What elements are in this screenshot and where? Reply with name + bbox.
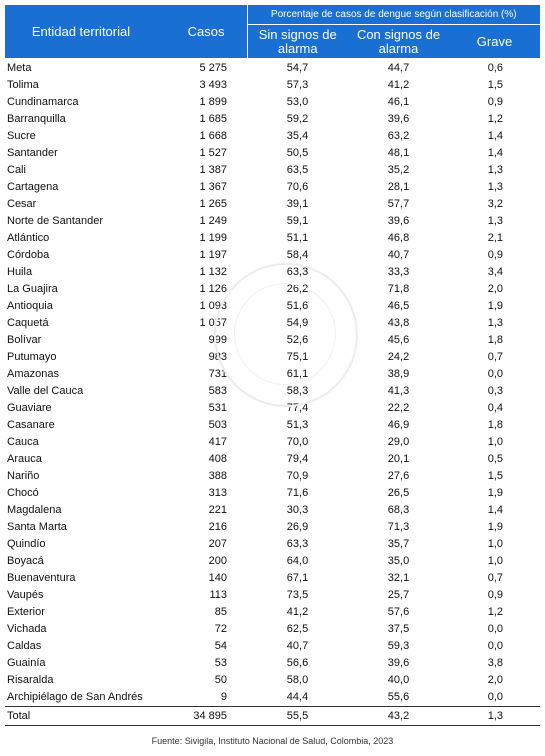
- table-row: [5, 638, 540, 655]
- row-without-warning: 39,1: [286, 198, 309, 210]
- row-cases: 1 057: [199, 317, 227, 329]
- row-severe: 1,3: [487, 164, 504, 176]
- row-with-warning: 46,8: [387, 232, 410, 244]
- row-cases: 50: [214, 674, 227, 686]
- row-without-warning: 35,4: [286, 130, 309, 142]
- total-with-warning: 43,2: [348, 707, 449, 726]
- row-with-warning: 44,7: [387, 62, 410, 74]
- row-with-warning: 38,9: [387, 368, 410, 380]
- row-with-warning: 24,2: [387, 351, 410, 363]
- table-row: [5, 485, 540, 502]
- row-cases: 1 132: [199, 266, 227, 278]
- row-with-warning: 46,9: [387, 419, 410, 431]
- row-entity: Vaupés: [7, 589, 44, 601]
- row-with-warning: 26,5: [387, 487, 410, 499]
- row-cases: 583: [208, 385, 227, 397]
- row-with-warning: 29,0: [387, 436, 410, 448]
- row-with-warning: 46,5: [387, 300, 410, 312]
- row-cases: 417: [208, 436, 227, 448]
- row-with-warning: 39,6: [387, 215, 410, 227]
- header-entity: Entidad territorial: [5, 5, 157, 58]
- row-cases: 216: [208, 521, 227, 533]
- header-without-warning-signs: Sin signos de alarma: [247, 25, 348, 59]
- row-without-warning: 67,1: [286, 572, 309, 584]
- row-with-warning: 35,0: [387, 555, 410, 567]
- row-entity: Boyacá: [7, 555, 44, 567]
- row-severe: 0,6: [487, 62, 504, 74]
- table-row: [5, 196, 540, 213]
- table-footer: [5, 707, 540, 726]
- table-body: [5, 58, 540, 707]
- row-without-warning: 73,5: [286, 589, 309, 601]
- row-without-warning: 63,3: [286, 538, 309, 550]
- row-entity: Vichada: [7, 623, 47, 635]
- row-severe: 1,8: [487, 419, 504, 431]
- row-severe: 3,2: [487, 198, 504, 210]
- table-row: [5, 332, 540, 349]
- row-with-warning: 25,7: [387, 589, 410, 601]
- row-cases: 85: [214, 606, 227, 618]
- row-with-warning: 48,1: [387, 147, 410, 159]
- table-row: [5, 519, 540, 536]
- row-severe: 2,1: [487, 232, 504, 244]
- row-severe: 1,5: [487, 79, 504, 91]
- header-with-warning-signs: Con signos de alarma: [348, 25, 449, 59]
- table-header: [5, 5, 540, 58]
- row-with-warning: 71,3: [387, 521, 410, 533]
- total-severe: 1,3: [449, 707, 540, 726]
- row-without-warning: 77,4: [286, 402, 309, 414]
- table-row: [5, 162, 540, 179]
- row-entity: Exterior: [7, 606, 45, 618]
- row-with-warning: 35,2: [387, 164, 410, 176]
- row-entity: Santa Marta: [7, 521, 67, 533]
- row-with-warning: 32,1: [387, 572, 410, 584]
- total-row: [5, 707, 540, 726]
- row-with-warning: 68,3: [387, 504, 410, 516]
- table-row: [5, 621, 540, 638]
- row-entity: Archipiélago de San Andrés: [7, 691, 143, 703]
- row-severe: 0,7: [487, 351, 504, 363]
- row-without-warning: 61,1: [286, 368, 309, 380]
- row-severe: 2,0: [487, 674, 504, 686]
- row-without-warning: 62,5: [286, 623, 309, 635]
- row-severe: 1,3: [487, 317, 504, 329]
- row-entity: Meta: [7, 62, 32, 74]
- total-without-warning: 55,5: [247, 707, 348, 726]
- total-label: Total: [5, 707, 157, 726]
- row-entity: Cundinamarca: [7, 96, 79, 108]
- row-with-warning: 40,0: [387, 674, 410, 686]
- row-severe: 1,4: [487, 130, 504, 142]
- row-entity: Sucre: [7, 130, 36, 142]
- row-without-warning: 53,0: [286, 96, 309, 108]
- row-cases: 200: [208, 555, 227, 567]
- table-row: [5, 502, 540, 519]
- dengue-table-container: [5, 5, 540, 726]
- table-row: [5, 570, 540, 587]
- table-row: [5, 383, 540, 400]
- row-entity: Bolívar: [7, 334, 42, 346]
- row-with-warning: 41,3: [387, 385, 410, 397]
- table-row: [5, 315, 540, 332]
- row-without-warning: 26,2: [286, 283, 309, 295]
- row-entity: Barranquilla: [7, 113, 66, 125]
- row-cases: 388: [208, 470, 227, 482]
- row-entity: Guainía: [7, 657, 46, 669]
- row-entity: Magdalena: [7, 504, 62, 516]
- row-with-warning: 35,7: [387, 538, 410, 550]
- row-entity: Valle del Cauca: [7, 385, 84, 397]
- row-severe: 0,0: [487, 623, 504, 635]
- row-cases: 1 126: [199, 283, 227, 295]
- row-severe: 1,0: [487, 555, 504, 567]
- row-without-warning: 54,9: [286, 317, 309, 329]
- row-without-warning: 44,4: [286, 691, 309, 703]
- row-severe: 1,9: [487, 521, 504, 533]
- table-row: [5, 689, 540, 707]
- row-without-warning: 51,1: [286, 232, 309, 244]
- row-without-warning: 63,5: [286, 164, 309, 176]
- row-cases: 1 527: [199, 147, 227, 159]
- row-without-warning: 30,3: [286, 504, 309, 516]
- total-cases: 34 895: [157, 707, 247, 726]
- row-with-warning: 33,3: [387, 266, 410, 278]
- row-with-warning: 39,6: [387, 657, 410, 669]
- row-cases: 1 387: [199, 164, 227, 176]
- row-with-warning: 39,6: [387, 113, 410, 125]
- row-cases: 1 197: [199, 249, 227, 261]
- row-entity: Tolima: [7, 79, 39, 91]
- row-without-warning: 63,3: [286, 266, 309, 278]
- row-severe: 3,4: [487, 266, 504, 278]
- row-cases: 54: [214, 640, 227, 652]
- row-without-warning: 79,4: [286, 453, 309, 465]
- row-cases: 9: [220, 691, 227, 703]
- row-severe: 1,0: [487, 538, 504, 550]
- row-severe: 0,0: [487, 640, 504, 652]
- row-entity: Cauca: [7, 436, 39, 448]
- dengue-cases-table: [5, 5, 540, 726]
- row-without-warning: 58,4: [286, 249, 309, 261]
- row-with-warning: 63,2: [387, 130, 410, 142]
- row-cases: 53: [214, 657, 227, 669]
- table-row: [5, 230, 540, 247]
- row-cases: 221: [208, 504, 227, 516]
- table-row: [5, 604, 540, 621]
- row-without-warning: 57,3: [286, 79, 309, 91]
- table-row: [5, 349, 540, 366]
- row-severe: 1,9: [487, 300, 504, 312]
- table-row: [5, 281, 540, 298]
- row-with-warning: 37,5: [387, 623, 410, 635]
- source-note: Fuente: Sivigila, Instituto Nacional de Salud, Colombia, 2023: [151, 736, 394, 746]
- row-cases: 1 199: [199, 232, 227, 244]
- table-row: [5, 179, 540, 196]
- row-cases: 1 249: [199, 215, 227, 227]
- row-severe: 1,5: [487, 470, 504, 482]
- row-severe: 1,0: [487, 436, 504, 448]
- row-cases: 503: [208, 419, 227, 431]
- row-entity: Risaralda: [7, 674, 54, 686]
- table-row: [5, 366, 540, 383]
- row-severe: 0,7: [487, 572, 504, 584]
- row-severe: 0,9: [487, 589, 504, 601]
- row-cases: 1 668: [199, 130, 227, 142]
- row-severe: 1,3: [487, 215, 504, 227]
- table-row: [5, 128, 540, 145]
- row-with-warning: 55,6: [387, 691, 410, 703]
- row-cases: 5 275: [199, 62, 227, 74]
- row-entity: Caquetá: [7, 317, 49, 329]
- row-entity: Guaviare: [7, 402, 52, 414]
- table-row: [5, 587, 540, 604]
- row-with-warning: 41,2: [387, 79, 410, 91]
- row-without-warning: 58,0: [286, 674, 309, 686]
- row-without-warning: 40,7: [286, 640, 309, 652]
- row-cases: 1 367: [199, 181, 227, 193]
- table-row: [5, 468, 540, 485]
- row-with-warning: 71,8: [387, 283, 410, 295]
- row-without-warning: 64,0: [286, 555, 309, 567]
- row-severe: 1,2: [487, 113, 504, 125]
- table-row: [5, 94, 540, 111]
- header-cases: Casos: [157, 5, 247, 58]
- row-without-warning: 50,5: [286, 147, 309, 159]
- row-entity: Caldas: [7, 640, 42, 652]
- row-entity: Buenaventura: [7, 572, 76, 584]
- row-severe: 2,0: [487, 283, 504, 295]
- row-with-warning: 20,1: [387, 453, 410, 465]
- row-without-warning: 71,6: [286, 487, 309, 499]
- table-row: [5, 213, 540, 230]
- row-severe: 0,9: [487, 96, 504, 108]
- row-with-warning: 27,6: [387, 470, 410, 482]
- row-without-warning: 70,0: [286, 436, 309, 448]
- table-row: [5, 536, 540, 553]
- row-severe: 1,4: [487, 504, 504, 516]
- row-cases: 140: [208, 572, 227, 584]
- row-entity: Atlántico: [7, 232, 50, 244]
- row-entity: Amazonas: [7, 368, 59, 380]
- row-severe: 0,9: [487, 249, 504, 261]
- table-row: [5, 417, 540, 434]
- row-entity: Casanare: [7, 419, 55, 431]
- table-row: [5, 655, 540, 672]
- table-row: [5, 400, 540, 417]
- row-with-warning: 46,1: [387, 96, 410, 108]
- row-severe: 1,9: [487, 487, 504, 499]
- row-entity: Nariño: [7, 470, 40, 482]
- row-cases: 313: [208, 487, 227, 499]
- row-severe: 3,8: [487, 657, 504, 669]
- table-row: [5, 451, 540, 468]
- row-severe: 0,0: [487, 368, 504, 380]
- row-severe: 0,0: [487, 691, 504, 703]
- row-cases: 1 265: [199, 198, 227, 210]
- table-row: [5, 58, 540, 77]
- row-cases: 1 093: [199, 300, 227, 312]
- table-row: [5, 77, 540, 94]
- row-cases: 983: [208, 351, 227, 363]
- row-without-warning: 41,2: [286, 606, 309, 618]
- row-without-warning: 70,9: [286, 470, 309, 482]
- row-cases: 731: [208, 368, 227, 380]
- row-cases: 3 493: [199, 79, 227, 91]
- row-with-warning: 59,3: [387, 640, 410, 652]
- row-entity: Cali: [7, 164, 26, 176]
- row-without-warning: 51,6: [286, 300, 309, 312]
- row-without-warning: 52,6: [286, 334, 309, 346]
- row-entity: Córdoba: [7, 249, 50, 261]
- header-severe: Grave: [449, 25, 540, 59]
- row-cases: 1 899: [199, 96, 227, 108]
- row-with-warning: 40,7: [387, 249, 410, 261]
- row-with-warning: 28,1: [387, 181, 410, 193]
- row-cases: 531: [208, 402, 227, 414]
- table-row: [5, 553, 540, 570]
- row-with-warning: 57,6: [387, 606, 410, 618]
- row-without-warning: 59,1: [286, 215, 309, 227]
- row-entity: Santander: [7, 147, 58, 159]
- row-entity: Cartagena: [7, 181, 59, 193]
- row-without-warning: 54,7: [286, 62, 309, 74]
- row-entity: La Guajira: [7, 283, 58, 295]
- row-with-warning: 45,6: [387, 334, 410, 346]
- row-with-warning: 22,2: [387, 402, 410, 414]
- header-percentage-group: Porcentaje de casos de dengue según clasificación (%): [247, 5, 540, 25]
- row-without-warning: 58,3: [286, 385, 309, 397]
- row-severe: 1,8: [487, 334, 504, 346]
- row-entity: Huila: [7, 266, 33, 278]
- row-without-warning: 26,9: [286, 521, 309, 533]
- row-entity: Arauca: [7, 453, 42, 465]
- row-without-warning: 70,6: [286, 181, 309, 193]
- row-entity: Quindío: [7, 538, 46, 550]
- row-with-warning: 43,8: [387, 317, 410, 329]
- row-entity: Antioquia: [7, 300, 53, 312]
- row-severe: 0,4: [487, 402, 504, 414]
- row-cases: 408: [208, 453, 227, 465]
- row-entity: Cesar: [7, 198, 37, 210]
- row-severe: 1,4: [487, 147, 504, 159]
- row-cases: 72: [214, 623, 227, 635]
- row-without-warning: 59,2: [286, 113, 309, 125]
- row-severe: 0,3: [487, 385, 504, 397]
- row-severe: 0,5: [487, 453, 504, 465]
- table-row: [5, 264, 540, 281]
- row-entity: Chocó: [7, 487, 39, 499]
- row-without-warning: 75,1: [286, 351, 309, 363]
- row-entity: Norte de Santander: [7, 215, 104, 227]
- table-row: [5, 145, 540, 162]
- table-row: [5, 247, 540, 264]
- row-cases: 113: [209, 589, 227, 601]
- table-row: [5, 672, 540, 689]
- row-without-warning: 51,3: [286, 419, 309, 431]
- table-row: [5, 434, 540, 451]
- row-severe: 1,2: [487, 606, 504, 618]
- row-without-warning: 56,6: [286, 657, 309, 669]
- row-cases: 207: [208, 538, 227, 550]
- row-entity: Putumayo: [7, 351, 57, 363]
- table-row: [5, 111, 540, 128]
- row-with-warning: 57,7: [387, 198, 410, 210]
- row-cases: 999: [208, 334, 227, 346]
- row-severe: 1,3: [487, 181, 504, 193]
- row-cases: 1 685: [199, 113, 227, 125]
- table-row: [5, 298, 540, 315]
